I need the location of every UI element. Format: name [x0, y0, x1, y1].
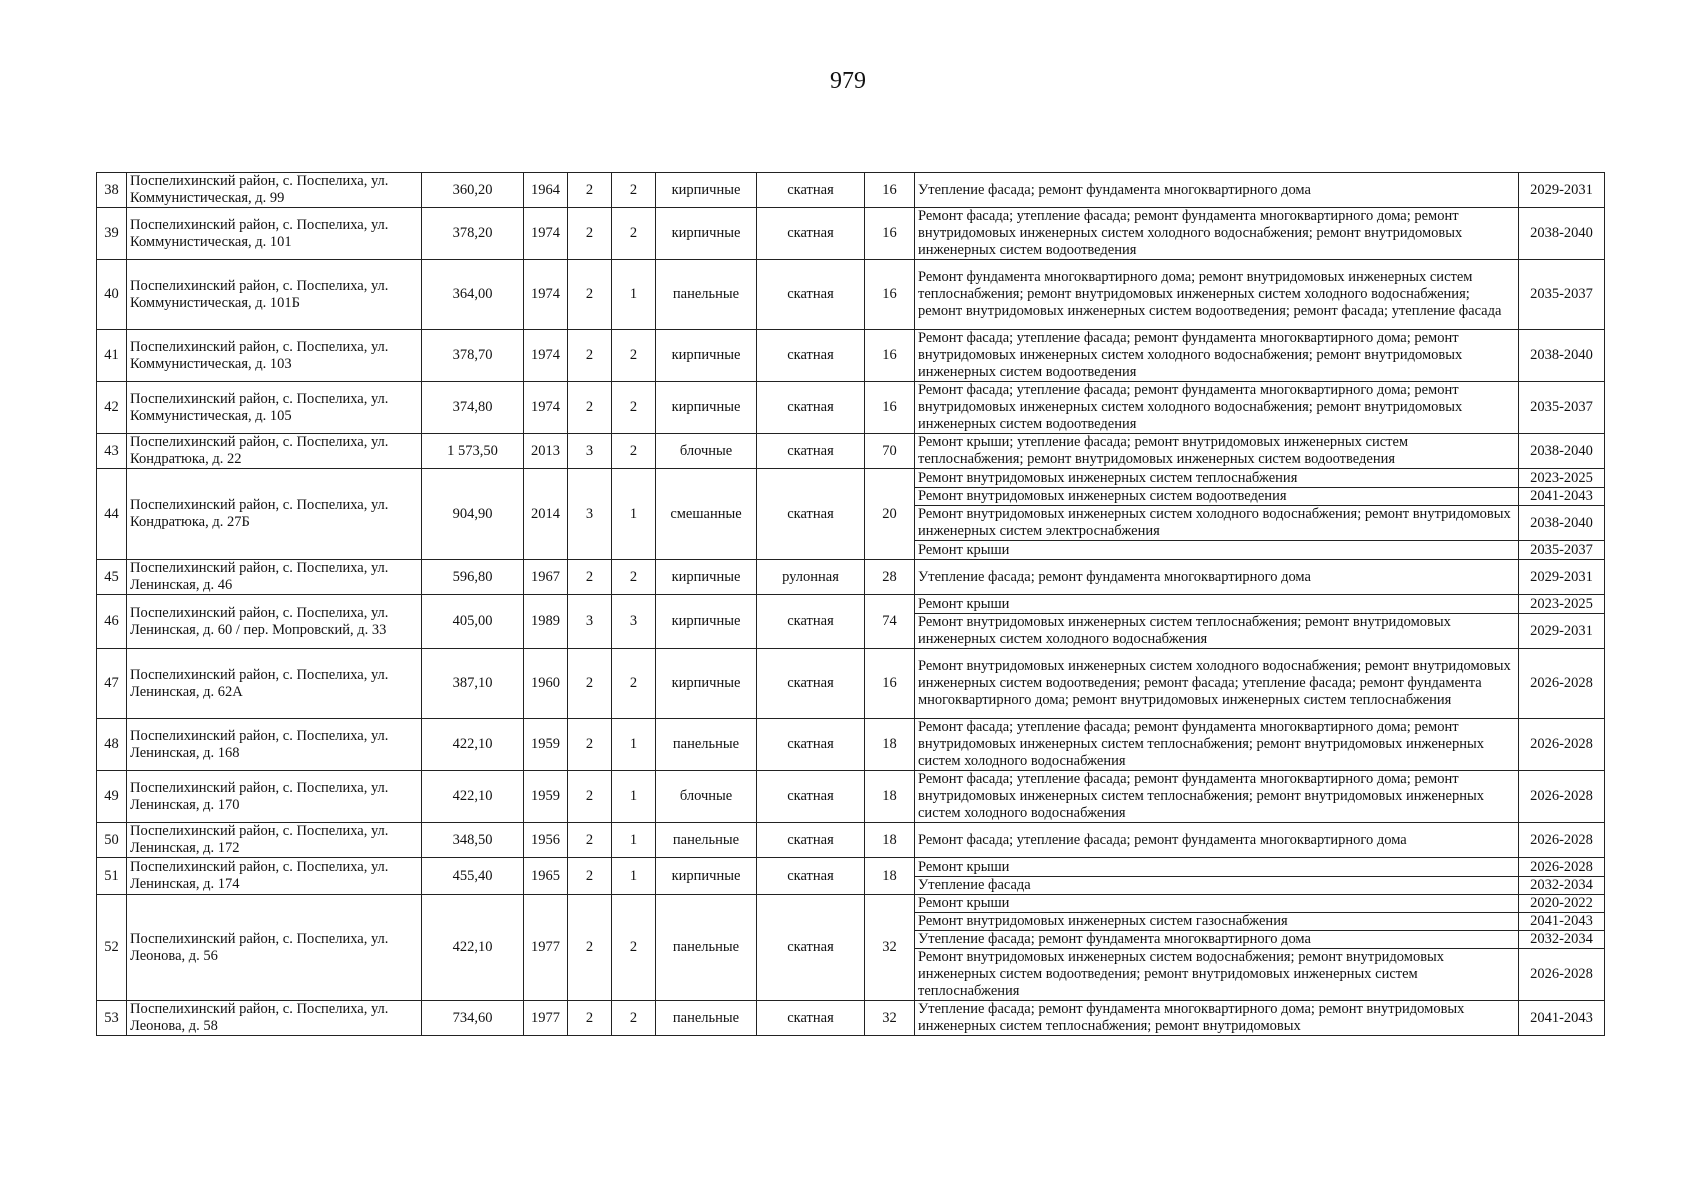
floors-cell: 2 [568, 1001, 612, 1036]
row-number-cell: 43 [97, 434, 127, 469]
apartments-cell: 32 [865, 1001, 915, 1036]
floors-cell: 3 [568, 469, 612, 560]
work-description-cell: Ремонт фасада; утепление фасада; ремонт фундамента многоквартирного дома; ремонт внутридомовых инженерных систем холодного водоснабжения; ремонт внутридомовых инженерных систем водоотведения [915, 382, 1519, 434]
entrances-cell: 2 [612, 895, 656, 1001]
table-row [97, 260, 1605, 330]
address-cell: Поспелихинский район, с. Поспелиха, ул. Ленинская, д. 60 / пер. Мопровский, д. 33 [127, 595, 422, 649]
row-number-cell: 44 [97, 469, 127, 560]
work-period-cell: 2020-2022 [1519, 895, 1605, 913]
address-cell: Поспелихинский район, с. Поспелиха, ул. Ленинская, д. 170 [127, 771, 422, 823]
work-description-cell: Ремонт фасада; утепление фасада; ремонт фундамента многоквартирного дома; ремонт внутридомовых инженерных систем теплоснабжения; ремонт внутридомовых инженерных систем холодного водоснабжения [915, 719, 1519, 771]
work-period-cell: 2023-2025 [1519, 469, 1605, 488]
area-cell: 422,10 [422, 895, 524, 1001]
entrances-cell: 2 [612, 330, 656, 382]
address-cell: Поспелихинский район, с. Поспелиха, ул. Леонова, д. 56 [127, 895, 422, 1001]
work-period-cell: 2035-2037 [1519, 260, 1605, 330]
apartments-cell: 28 [865, 560, 915, 595]
area-cell: 360,20 [422, 173, 524, 208]
apartments-cell: 18 [865, 858, 915, 895]
work-description-cell: Утепление фасада [915, 877, 1519, 895]
entrances-cell: 2 [612, 649, 656, 719]
wall-material-cell: кирпичные [656, 208, 757, 260]
work-period-cell: 2029-2031 [1519, 560, 1605, 595]
work-period-cell: 2038-2040 [1519, 330, 1605, 382]
apartments-cell: 18 [865, 823, 915, 858]
area-cell: 734,60 [422, 1001, 524, 1036]
year-cell: 1977 [524, 895, 568, 1001]
work-description-cell: Ремонт фасада; утепление фасада; ремонт фундамента многоквартирного дома; ремонт внутридомовых инженерных систем холодного водоснабжения; ремонт внутридомовых инженерных систем водоотведения [915, 330, 1519, 382]
entrances-cell: 1 [612, 260, 656, 330]
row-number-cell: 47 [97, 649, 127, 719]
table-row [97, 771, 1605, 823]
area-cell: 374,80 [422, 382, 524, 434]
work-description-cell: Утепление фасада; ремонт фундамента многоквартирного дома [915, 560, 1519, 595]
work-period-cell: 2026-2028 [1519, 771, 1605, 823]
year-cell: 1960 [524, 649, 568, 719]
row-number-cell: 42 [97, 382, 127, 434]
entrances-cell: 2 [612, 560, 656, 595]
apartments-cell: 16 [865, 173, 915, 208]
work-description-cell: Ремонт внутридомовых инженерных систем водоснабжения; ремонт внутридомовых инженерных систем водоотведения; ремонт внутридомовых инженерных систем теплоснабжения [915, 949, 1519, 1001]
apartments-cell: 20 [865, 469, 915, 560]
entrances-cell: 3 [612, 595, 656, 649]
entrances-cell: 2 [612, 1001, 656, 1036]
wall-material-cell: панельные [656, 895, 757, 1001]
year-cell: 1989 [524, 595, 568, 649]
roof-type-cell: скатная [757, 382, 865, 434]
work-description-cell: Ремонт фасада; утепление фасада; ремонт фундамента многоквартирного дома; ремонт внутридомовых инженерных систем холодного водоснабжения; ремонт внутридомовых инженерных систем водоотведения [915, 208, 1519, 260]
area-cell: 455,40 [422, 858, 524, 895]
apartments-cell: 18 [865, 719, 915, 771]
row-number-cell: 51 [97, 858, 127, 895]
floors-cell: 3 [568, 434, 612, 469]
row-number-cell: 39 [97, 208, 127, 260]
work-period-cell: 2032-2034 [1519, 877, 1605, 895]
apartments-cell: 32 [865, 895, 915, 1001]
floors-cell: 2 [568, 823, 612, 858]
roof-type-cell: скатная [757, 858, 865, 895]
table-row [97, 434, 1605, 469]
entrances-cell: 1 [612, 719, 656, 771]
area-cell: 405,00 [422, 595, 524, 649]
area-cell: 387,10 [422, 649, 524, 719]
apartments-cell: 16 [865, 382, 915, 434]
work-period-cell: 2023-2025 [1519, 595, 1605, 614]
work-description-cell: Ремонт крыши [915, 541, 1519, 560]
entrances-cell: 1 [612, 771, 656, 823]
address-cell: Поспелихинский район, с. Поспелиха, ул. Кондратюка, д. 22 [127, 434, 422, 469]
work-description-cell: Утепление фасада; ремонт фундамента многоквартирного дома [915, 173, 1519, 208]
roof-type-cell: скатная [757, 649, 865, 719]
address-cell: Поспелихинский район, с. Поспелиха, ул. Коммунистическая, д. 101 [127, 208, 422, 260]
table-row [97, 595, 1605, 614]
entrances-cell: 1 [612, 823, 656, 858]
work-description-cell: Ремонт внутридомовых инженерных систем газоснабжения [915, 913, 1519, 931]
apartments-cell: 16 [865, 330, 915, 382]
work-description-cell: Ремонт крыши; утепление фасада; ремонт внутридомовых инженерных систем теплоснабжения; ремонт внутридомовых инженерных систем водоотведения [915, 434, 1519, 469]
work-period-cell: 2041-2043 [1519, 913, 1605, 931]
floors-cell: 2 [568, 719, 612, 771]
wall-material-cell: кирпичные [656, 649, 757, 719]
roof-type-cell: скатная [757, 330, 865, 382]
work-description-cell: Ремонт крыши [915, 858, 1519, 877]
wall-material-cell: блочные [656, 434, 757, 469]
row-number-cell: 45 [97, 560, 127, 595]
table-row [97, 382, 1605, 434]
floors-cell: 2 [568, 895, 612, 1001]
work-description-cell: Ремонт фасада; утепление фасада; ремонт фундамента многоквартирного дома; ремонт внутридомовых инженерных систем теплоснабжения; ремонт внутридомовых инженерных систем холодного водоснабжения [915, 771, 1519, 823]
roof-type-cell: рулонная [757, 560, 865, 595]
table-row [97, 330, 1605, 382]
work-description-cell: Ремонт внутридомовых инженерных систем холодного водоснабжения; ремонт внутридомовых инженерных систем электроснабжения [915, 506, 1519, 541]
year-cell: 1964 [524, 173, 568, 208]
roof-type-cell: скатная [757, 719, 865, 771]
floors-cell: 2 [568, 560, 612, 595]
year-cell: 1965 [524, 858, 568, 895]
wall-material-cell: панельные [656, 260, 757, 330]
area-cell: 904,90 [422, 469, 524, 560]
address-cell: Поспелихинский район, с. Поспелиха, ул. Коммунистическая, д. 101Б [127, 260, 422, 330]
floors-cell: 2 [568, 173, 612, 208]
year-cell: 1974 [524, 208, 568, 260]
address-cell: Поспелихинский район, с. Поспелиха, ул. Ленинская, д. 172 [127, 823, 422, 858]
wall-material-cell: смешанные [656, 469, 757, 560]
year-cell: 2014 [524, 469, 568, 560]
work-description-cell: Ремонт крыши [915, 895, 1519, 913]
roof-type-cell: скатная [757, 173, 865, 208]
apartments-cell: 74 [865, 595, 915, 649]
row-number-cell: 40 [97, 260, 127, 330]
row-number-cell: 53 [97, 1001, 127, 1036]
work-period-cell: 2026-2028 [1519, 858, 1605, 877]
year-cell: 1959 [524, 719, 568, 771]
apartments-cell: 16 [865, 649, 915, 719]
year-cell: 1977 [524, 1001, 568, 1036]
area-cell: 422,10 [422, 771, 524, 823]
row-number-cell: 49 [97, 771, 127, 823]
roof-type-cell: скатная [757, 895, 865, 1001]
work-period-cell: 2032-2034 [1519, 931, 1605, 949]
area-cell: 378,20 [422, 208, 524, 260]
floors-cell: 2 [568, 382, 612, 434]
roof-type-cell: скатная [757, 771, 865, 823]
apartments-cell: 16 [865, 260, 915, 330]
area-cell: 364,00 [422, 260, 524, 330]
apartments-cell: 18 [865, 771, 915, 823]
work-description-cell: Утепление фасада; ремонт фундамента многоквартирного дома; ремонт внутридомовых инженерных систем теплоснабжения; ремонт внутридомовых [915, 1001, 1519, 1036]
work-period-cell: 2029-2031 [1519, 173, 1605, 208]
year-cell: 1974 [524, 260, 568, 330]
year-cell: 1974 [524, 330, 568, 382]
address-cell: Поспелихинский район, с. Поспелиха, ул. Ленинская, д. 174 [127, 858, 422, 895]
entrances-cell: 1 [612, 469, 656, 560]
area-cell: 596,80 [422, 560, 524, 595]
work-period-cell: 2041-2043 [1519, 1001, 1605, 1036]
table-row [97, 858, 1605, 877]
wall-material-cell: кирпичные [656, 858, 757, 895]
area-cell: 348,50 [422, 823, 524, 858]
address-cell: Поспелихинский район, с. Поспелиха, ул. Ленинская, д. 168 [127, 719, 422, 771]
row-number-cell: 46 [97, 595, 127, 649]
work-description-cell: Ремонт фундамента многоквартирного дома; ремонт внутридомовых инженерных систем теплоснабжения; ремонт внутридомовых инженерных систем холодного водоснабжения; ремонт внутридомовых инженерных систем водоотведения; ремонт фасада; утепление фасада [915, 260, 1519, 330]
row-number-cell: 50 [97, 823, 127, 858]
wall-material-cell: блочные [656, 771, 757, 823]
wall-material-cell: кирпичные [656, 560, 757, 595]
entrances-cell: 1 [612, 858, 656, 895]
work-description-cell: Ремонт фасада; утепление фасада; ремонт фундамента многоквартирного дома [915, 823, 1519, 858]
entrances-cell: 2 [612, 434, 656, 469]
wall-material-cell: кирпичные [656, 173, 757, 208]
floors-cell: 2 [568, 260, 612, 330]
work-description-cell: Утепление фасада; ремонт фундамента многоквартирного дома [915, 931, 1519, 949]
work-period-cell: 2026-2028 [1519, 649, 1605, 719]
floors-cell: 3 [568, 595, 612, 649]
work-period-cell: 2026-2028 [1519, 949, 1605, 1001]
work-period-cell: 2035-2037 [1519, 541, 1605, 560]
row-number-cell: 38 [97, 173, 127, 208]
address-cell: Поспелихинский район, с. Поспелиха, ул. Ленинская, д. 46 [127, 560, 422, 595]
work-period-cell: 2029-2031 [1519, 614, 1605, 649]
floors-cell: 2 [568, 649, 612, 719]
address-cell: Поспелихинский район, с. Поспелиха, ул. Коммунистическая, д. 99 [127, 173, 422, 208]
table-row [97, 560, 1605, 595]
roof-type-cell: скатная [757, 260, 865, 330]
work-description-cell: Ремонт внутридомовых инженерных систем теплоснабжения; ремонт внутридомовых инженерных систем холодного водоснабжения [915, 614, 1519, 649]
address-cell: Поспелихинский район, с. Поспелиха, ул. Леонова, д. 58 [127, 1001, 422, 1036]
address-cell: Поспелихинский район, с. Поспелиха, ул. Коммунистическая, д. 103 [127, 330, 422, 382]
wall-material-cell: панельные [656, 823, 757, 858]
registry-body [97, 173, 1605, 1036]
roof-type-cell: скатная [757, 1001, 865, 1036]
table-row [97, 208, 1605, 260]
work-period-cell: 2038-2040 [1519, 434, 1605, 469]
year-cell: 1967 [524, 560, 568, 595]
floors-cell: 2 [568, 771, 612, 823]
table-row [97, 1001, 1605, 1036]
table-row [97, 173, 1605, 208]
wall-material-cell: кирпичные [656, 382, 757, 434]
work-description-cell: Ремонт внутридомовых инженерных систем теплоснабжения [915, 469, 1519, 488]
apartments-cell: 16 [865, 208, 915, 260]
roof-type-cell: скатная [757, 823, 865, 858]
table-row [97, 895, 1605, 913]
work-period-cell: 2035-2037 [1519, 382, 1605, 434]
entrances-cell: 2 [612, 173, 656, 208]
table-row [97, 469, 1605, 488]
roof-type-cell: скатная [757, 208, 865, 260]
address-cell: Поспелихинский район, с. Поспелиха, ул. Кондратюка, д. 27Б [127, 469, 422, 560]
year-cell: 1956 [524, 823, 568, 858]
wall-material-cell: кирпичные [656, 330, 757, 382]
page-number: 979 [830, 68, 866, 94]
work-description-cell: Ремонт внутридомовых инженерных систем водоотведения [915, 488, 1519, 506]
year-cell: 1974 [524, 382, 568, 434]
roof-type-cell: скатная [757, 434, 865, 469]
work-period-cell: 2041-2043 [1519, 488, 1605, 506]
table-row [97, 719, 1605, 771]
wall-material-cell: панельные [656, 719, 757, 771]
work-period-cell: 2038-2040 [1519, 506, 1605, 541]
work-description-cell: Ремонт внутридомовых инженерных систем холодного водоснабжения; ремонт внутридомовых инженерных систем водоотведения; ремонт фасада; утепление фасада; ремонт фундамента многоквартирного дома; ремонт внутридомовых инженерных систем теплоснабжения [915, 649, 1519, 719]
table-row [97, 823, 1605, 858]
row-number-cell: 52 [97, 895, 127, 1001]
row-number-cell: 48 [97, 719, 127, 771]
floors-cell: 2 [568, 208, 612, 260]
apartments-cell: 70 [865, 434, 915, 469]
roof-type-cell: скатная [757, 595, 865, 649]
housing-registry-table [96, 172, 1605, 1036]
floors-cell: 2 [568, 858, 612, 895]
work-period-cell: 2038-2040 [1519, 208, 1605, 260]
area-cell: 422,10 [422, 719, 524, 771]
entrances-cell: 2 [612, 208, 656, 260]
work-description-cell: Ремонт крыши [915, 595, 1519, 614]
wall-material-cell: панельные [656, 1001, 757, 1036]
table-row [97, 649, 1605, 719]
address-cell: Поспелихинский район, с. Поспелиха, ул. Ленинская, д. 62А [127, 649, 422, 719]
roof-type-cell: скатная [757, 469, 865, 560]
area-cell: 378,70 [422, 330, 524, 382]
work-period-cell: 2026-2028 [1519, 823, 1605, 858]
row-number-cell: 41 [97, 330, 127, 382]
year-cell: 1959 [524, 771, 568, 823]
floors-cell: 2 [568, 330, 612, 382]
year-cell: 2013 [524, 434, 568, 469]
area-cell: 1 573,50 [422, 434, 524, 469]
entrances-cell: 2 [612, 382, 656, 434]
address-cell: Поспелихинский район, с. Поспелиха, ул. Коммунистическая, д. 105 [127, 382, 422, 434]
work-period-cell: 2026-2028 [1519, 719, 1605, 771]
wall-material-cell: кирпичные [656, 595, 757, 649]
